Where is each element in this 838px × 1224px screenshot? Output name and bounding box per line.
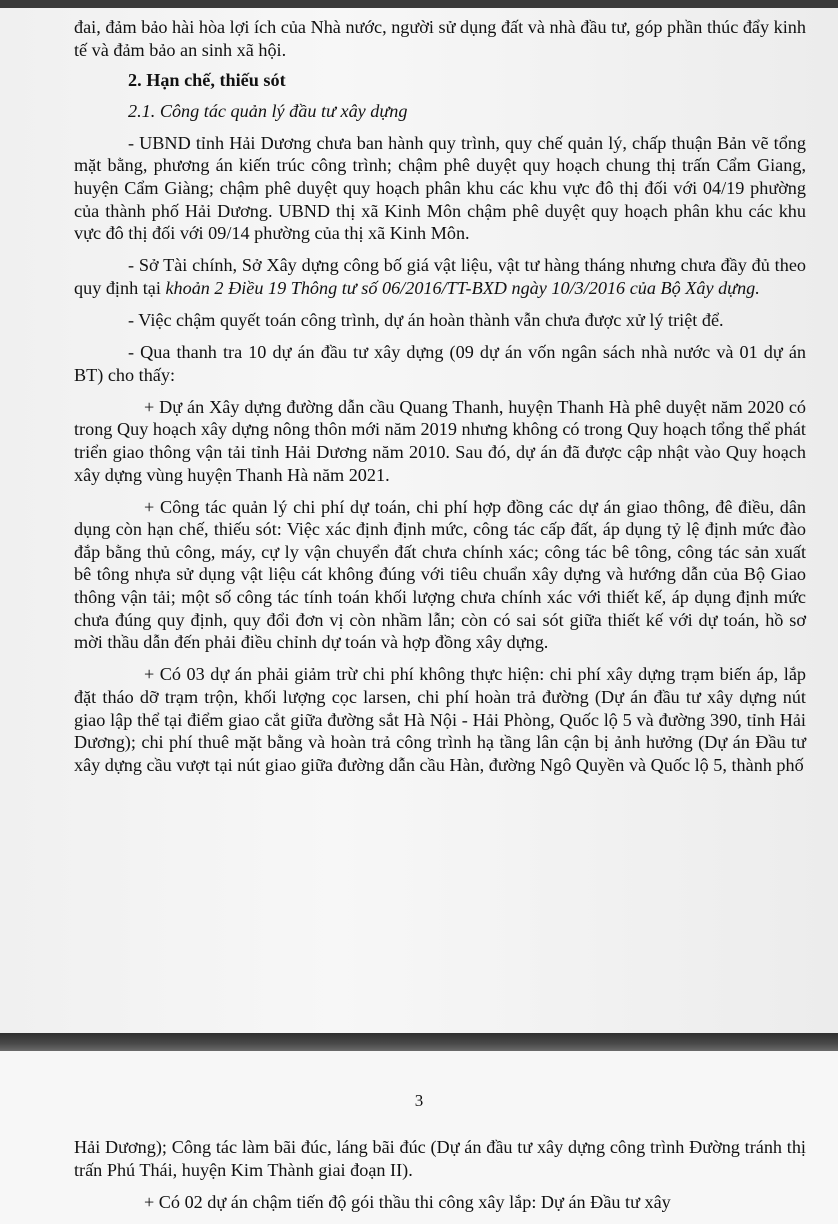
paragraph-quyet-toan: - Việc chậm quyết toán công trình, dự án hoàn thành vẫn chưa được xử lý triệt để. <box>128 310 724 331</box>
page-number: 3 <box>414 1091 424 1110</box>
page-separator <box>0 1033 838 1051</box>
page-2-text <box>74 1136 806 1213</box>
paragraph-continuation: Hải Dương); Công tác làm bãi đúc, láng bãi đúc (Dự án đầu tư xây dựng công trình Đường tránh thị trấn Phú Thái, huyện Kim Thành giai đoạn II). <box>74 1137 806 1180</box>
document-page-1 <box>0 8 838 1033</box>
paragraph-ubnd: - UBND tỉnh Hải Dương chưa ban hành quy trình, quy chế quản lý, chấp thuận Bản vẽ tổng mặt bằng, phương án kiến trúc công trình; chậm phê duyệt quy hoạch chung thị trấn Cẩm Giang, huyện Cẩm Giàng; chậm phê duyệt quy hoạch phân khu các khu vực đô thị đối với 04/19 phường của thành phố Hải Dương. UBND thị xã Kinh Môn chậm phê duyệt quy hoạch phân khu các khu vực đô thị đối với 09/14 phường của thị xã Kinh Môn. <box>74 132 806 244</box>
viewer-top-bar <box>0 0 838 8</box>
page-1-text <box>74 16 806 776</box>
legal-reference: khoản 2 Điều 19 Thông tư số 06/2016/TT-BXD ngày 10/3/2016 của Bộ Xây dựng. <box>165 277 760 298</box>
paragraph-so-tai-chinh <box>74 254 806 299</box>
document-page-2 <box>0 1051 838 1224</box>
paragraph-so-tai-chinh-text: - Sở Tài chính, Sở Xây dựng công bố giá vật liệu, vật tư hàng tháng nhưng chưa đầy đủ theo quy định tại <box>74 255 806 298</box>
paragraph-chi-phi: + Công tác quản lý chi phí dự toán, chi phí hợp đồng các dự án giao thông, đê điều, dân dụng còn hạn chế, thiếu sót: Việc xác định định mức, công tác cấp đất, áp dụng tỷ lệ định mức đào đắp bằng thủ công, máy, cự ly vận chuyển đất chưa chính xác; công tác bê tông, công tác sản xuất bê tông nhựa sử dụng vật liệu cát không đúng với tiêu chuẩn xây dựng và hướng dẫn của Bộ Giao thông vận tải; một số công tác tính toán khối lượng chưa chính xác với thiết kế, áp dụng định mức chưa đúng quy định, quy đổi đơn vị còn nhầm lẫn; còn có sai sót giữa thiết kế với dự toán, hồ sơ mời thầu dẫn đến phải điều chỉnh dự toán và hợp đồng xây dựng. <box>74 496 806 653</box>
paragraph-03-du-an: + Có 03 dự án phải giảm trừ chi phí không thực hiện: chi phí xây dựng trạm biến áp, lắp đặt tháo dỡ trạm trộn, khối lượng cọc larsen, chi phí hoàn trả đường (Dự án đầu tư xây dựng nút giao lập thể tại điểm giao cắt giữa đường sắt Hà Nội - Hải Phòng, Quốc lộ 5 và đường 390, tỉnh Hải Dương); chi phí thuê mặt bằng và hoàn trả công trình hạ tầng lân cận bị ảnh hưởng (Dự án Đầu tư xây dựng cầu vượt tại nút giao giữa đường dẫn cầu Hàn, đường Ngô Quyền và Quốc lộ 5, thành phố <box>74 664 806 775</box>
paragraph-quang-thanh: + Dự án Xây dựng đường dẫn cầu Quang Thanh, huyện Thanh Hà phê duyệt năm 2020 có trong Quy hoạch xây dựng nông thôn mới năm 2019 nhưng không có trong Quy hoạch tổng thể phát triển giao thông vận tải tỉnh Hải Dương năm 2010. Sau đó, dự án đã được cập nhật vào Quy hoạch xây dựng vùng huyện Thanh Hà năm 2021. <box>74 396 806 485</box>
paragraph-intro: đai, đảm bảo hài hòa lợi ích của Nhà nước, người sử dụng đất và nhà đầu tư, góp phần thúc đẩy kinh tế và đảm bảo an sinh xã hội. <box>74 17 806 60</box>
paragraph-02-du-an: + Có 02 dự án chậm tiến độ gói thầu thi công xây lắp: Dự án Đầu tư xây <box>144 1191 671 1212</box>
section-heading: 2. Hạn chế, thiếu sót <box>128 70 286 91</box>
paragraph-thanh-tra: - Qua thanh tra 10 dự án đầu tư xây dựng (09 dự án vốn ngân sách nhà nước và 01 dự án BT) cho thấy: <box>74 342 806 385</box>
subsection-heading: 2.1. Công tác quản lý đầu tư xây dựng <box>128 100 408 121</box>
